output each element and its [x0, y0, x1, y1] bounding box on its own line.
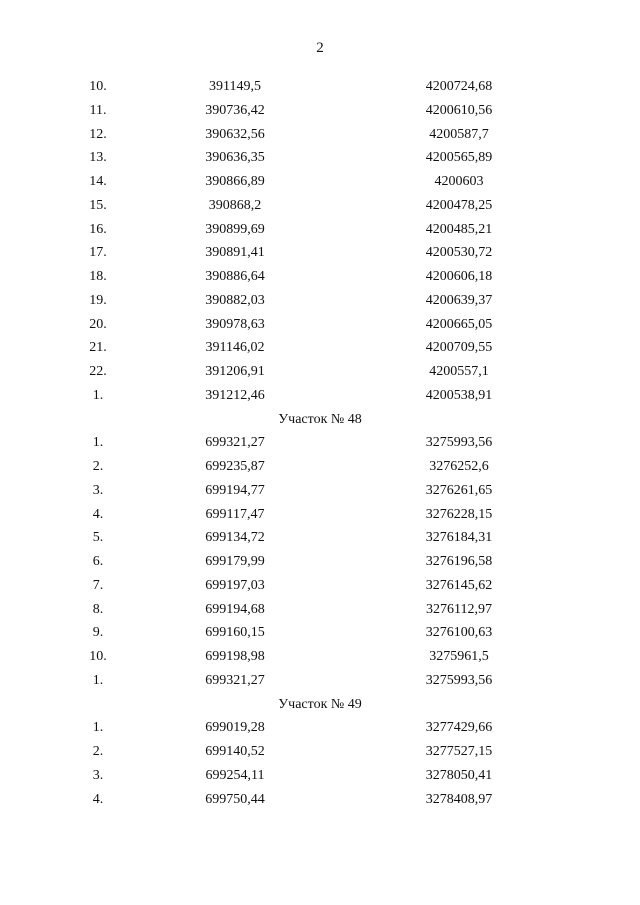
table-row — [0, 740, 640, 764]
coordinate-y: 4200610,56 — [425, 102, 493, 118]
coordinate-x: 390632,56 — [205, 126, 265, 142]
coordinate-x: 390868,2 — [208, 197, 262, 213]
coordinate-y: 4200639,37 — [425, 292, 493, 308]
coordinate-y: 3275961,5 — [429, 649, 489, 664]
point-number: 11. — [89, 102, 107, 118]
coordinate-x: 699198,98 — [205, 649, 265, 664]
point-number: 1. — [92, 387, 104, 403]
table-row — [0, 788, 640, 812]
coordinate-x: 699254,11 — [205, 767, 265, 783]
coordinate-x: 699197,03 — [205, 577, 265, 593]
table-row — [0, 194, 640, 218]
coordinate-x: 699321,27 — [205, 672, 265, 688]
table-row — [0, 170, 640, 194]
table-row — [0, 218, 640, 242]
coordinate-x: 699235,87 — [205, 459, 265, 474]
coordinate-y: 3278408,97 — [425, 791, 493, 807]
point-number: 10. — [89, 649, 107, 664]
coordinate-y: 4200665,05 — [425, 316, 493, 332]
coordinate-x: 699194,68 — [205, 601, 265, 617]
table-row — [0, 716, 640, 740]
table-row — [0, 336, 640, 360]
coordinate-y: 4200709,55 — [425, 340, 493, 356]
table-row — [0, 669, 640, 693]
table-row — [0, 431, 640, 455]
coordinate-x: 699160,15 — [205, 625, 265, 641]
point-number: 15. — [89, 197, 107, 213]
point-number: 13. — [89, 150, 107, 166]
coordinate-x: 390882,03 — [205, 292, 265, 308]
point-number: 14. — [89, 174, 107, 189]
page-number: 2 — [316, 40, 324, 56]
coordinate-x: 699179,99 — [205, 554, 265, 569]
section-title: Участок № 48 — [278, 411, 362, 427]
point-number: 6. — [92, 554, 104, 569]
coordinate-x: 390636,35 — [205, 150, 265, 166]
coordinate-y: 4200587,7 — [429, 126, 489, 142]
point-number: 7. — [92, 577, 104, 593]
coordinate-x: 391212,46 — [205, 387, 265, 403]
coordinate-y: 3275993,56 — [425, 672, 493, 688]
coordinate-y: 3276261,65 — [425, 482, 493, 498]
coordinate-y: 4200478,25 — [425, 197, 493, 213]
coordinate-x: 390899,69 — [205, 221, 265, 237]
table-row — [0, 550, 640, 574]
coordinate-x: 699117,47 — [205, 506, 265, 522]
coordinate-y: 3277527,15 — [425, 744, 493, 759]
table-row — [0, 146, 640, 170]
table-row — [0, 384, 640, 408]
coordinate-y: 4200557,1 — [429, 364, 489, 379]
point-number: 5. — [92, 530, 104, 546]
coordinate-x: 391206,91 — [205, 364, 265, 379]
coordinate-y: 4200485,21 — [425, 221, 493, 237]
coordinate-x: 390886,64 — [205, 269, 265, 284]
point-number: 1. — [92, 672, 104, 688]
table-row — [0, 455, 640, 479]
point-number: 12. — [89, 126, 107, 142]
point-number: 1. — [92, 435, 104, 451]
table-row — [0, 598, 640, 622]
coordinate-x: 390736,42 — [205, 102, 265, 118]
coordinate-y: 4200565,89 — [425, 150, 493, 166]
coordinate-y: 3278050,41 — [425, 767, 493, 783]
table-row — [0, 313, 640, 337]
section-title: Участок № 49 — [278, 696, 362, 712]
table-row — [0, 99, 640, 123]
point-number: 4. — [92, 791, 104, 807]
coordinate-x: 390978,63 — [205, 316, 265, 332]
point-number: 4. — [92, 506, 104, 522]
point-number: 3. — [92, 767, 104, 783]
coordinates-table — [0, 75, 640, 811]
point-number: 16. — [89, 221, 107, 237]
point-number: 10. — [89, 79, 107, 94]
table-row — [0, 75, 640, 99]
table-row — [0, 621, 640, 645]
coordinate-y: 3275993,56 — [425, 435, 493, 451]
point-number: 8. — [92, 601, 104, 617]
point-number: 20. — [89, 316, 107, 332]
coordinate-y: 4200530,72 — [425, 245, 493, 261]
point-number: 17. — [89, 245, 107, 261]
point-number: 2. — [92, 744, 104, 759]
coordinate-y: 3276145,62 — [425, 577, 493, 593]
coordinate-y: 3276252,6 — [429, 459, 489, 474]
coordinate-y: 3276196,58 — [425, 554, 493, 569]
coordinate-x: 699140,52 — [205, 744, 265, 759]
table-row — [0, 574, 640, 598]
coordinate-y: 3276228,15 — [425, 506, 493, 522]
coordinate-y: 4200603 — [434, 174, 484, 189]
coordinate-x: 699321,27 — [205, 435, 265, 451]
section-heading — [0, 408, 640, 432]
table-row — [0, 123, 640, 147]
coordinate-y: 3276112,97 — [426, 601, 492, 617]
table-row — [0, 503, 640, 527]
point-number: 21. — [89, 340, 107, 356]
point-number: 2. — [92, 459, 104, 474]
coordinate-y: 3276184,31 — [425, 530, 493, 546]
table-row — [0, 360, 640, 384]
table-row — [0, 479, 640, 503]
table-row — [0, 241, 640, 265]
coordinate-x: 699134,72 — [205, 530, 265, 546]
point-number: 9. — [92, 625, 104, 641]
coordinate-y: 3276100,63 — [425, 625, 493, 641]
table-row — [0, 265, 640, 289]
coordinate-y: 3277429,66 — [425, 720, 493, 736]
point-number: 1. — [92, 720, 104, 736]
table-row — [0, 764, 640, 788]
table-row — [0, 526, 640, 550]
coordinate-y: 4200724,68 — [425, 79, 493, 94]
coordinate-y: 4200538,91 — [425, 387, 493, 403]
coordinate-x: 391146,02 — [205, 340, 265, 356]
point-number: 3. — [92, 482, 104, 498]
coordinate-x: 699750,44 — [205, 791, 265, 807]
coordinate-x: 699019,28 — [205, 720, 265, 736]
coordinate-x: 390866,89 — [205, 174, 265, 189]
point-number: 19. — [89, 292, 107, 308]
table-row — [0, 645, 640, 669]
coordinate-y: 4200606,18 — [425, 269, 493, 284]
table-row — [0, 289, 640, 313]
coordinate-x: 699194,77 — [205, 482, 265, 498]
point-number: 18. — [89, 269, 107, 284]
point-number: 22. — [89, 364, 107, 379]
coordinate-x: 391149,5 — [209, 79, 261, 94]
coordinate-x: 390891,41 — [205, 245, 265, 261]
section-heading — [0, 693, 640, 717]
